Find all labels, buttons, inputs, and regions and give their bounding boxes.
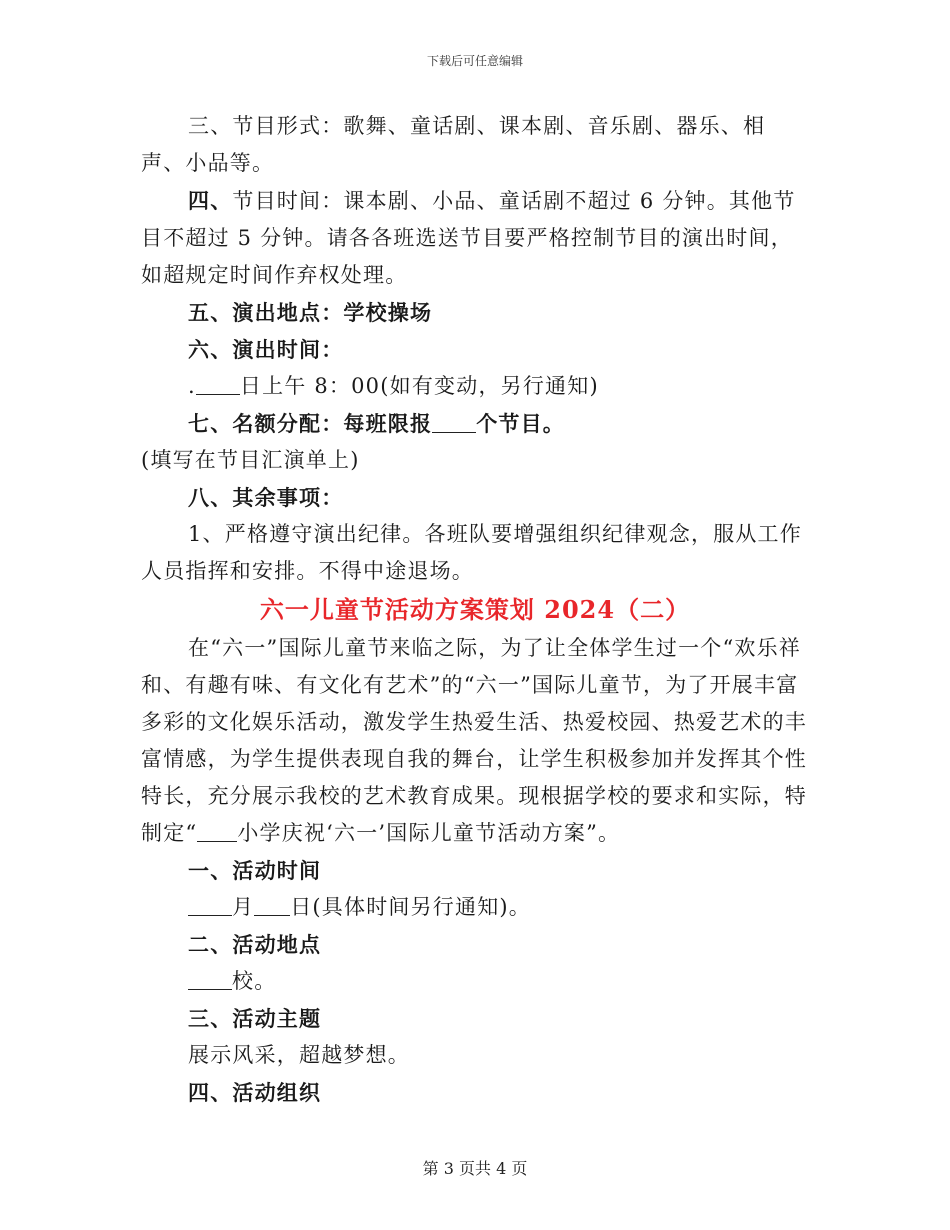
paragraph-program-form: 三、节目形式：歌舞、童话剧、课本剧、音乐剧、器乐、相声、小品等。 — [141, 114, 766, 175]
text-month: 月 — [232, 895, 255, 919]
document-body — [141, 108, 809, 1111]
heading-activity-time: 一、活动时间 — [188, 858, 322, 883]
text-suffix: 日(具体时间另行通知)。 — [290, 895, 531, 919]
blank-line — [196, 374, 240, 395]
blank-line — [188, 969, 232, 990]
paragraph-activity-venue — [141, 963, 809, 1000]
section-number: 四、 — [188, 188, 233, 213]
section-title: 六一儿童节活动方案策划 2024（二） — [259, 595, 691, 624]
paragraph-fill-note: (填写在节目汇演单上) — [141, 448, 360, 472]
page-header: 下载后可任意编辑 — [426, 54, 523, 68]
blank-line — [197, 821, 237, 842]
page-footer: 第 3 页共 4 页 — [422, 1159, 528, 1178]
text-prefix: . — [188, 374, 196, 398]
paragraph-activity-theme: 展示风采，超越梦想。 — [188, 1043, 410, 1067]
text-suffix: 校。 — [232, 969, 277, 993]
heading-venue: 五、演出地点：学校操场 — [188, 300, 433, 325]
paragraph-activity-time — [141, 889, 809, 926]
paragraph-discipline: 1、严格遵守演出纪律。各班队要增强组织纪律观念，服从工作人员指挥和安排。不得中途退场。 — [141, 522, 802, 583]
text-suffix: 个节目。 — [476, 411, 566, 436]
blank-line — [188, 895, 232, 916]
text-prefix: 在“六一”国际儿童节来临之际，为了让全体学生过一个“欢乐祥和、有趣有味、有文化有艺术”的“六一”国际儿童节，为了开展丰富多彩的文化娱乐活动，激发学生热爱生活、热爱校园、热爱艺术的丰富情感，为学生提供表现自我的舞台，让学生积极参加并发挥其个性特长，充分展示我校的艺术教育成果。现根据学校的要求和实际，特制定“ — [141, 636, 807, 845]
heading-activity-theme: 三、活动主题 — [188, 1006, 322, 1031]
heading-show-time: 六、演出时间： — [188, 337, 344, 362]
paragraph-intro — [141, 630, 809, 852]
blank-line — [432, 412, 476, 433]
text-suffix: 日上午 8：00(如有变动，另行通知) — [239, 374, 599, 398]
heading-quota — [141, 405, 809, 442]
heading-other-matters: 八、其余事项： — [188, 485, 344, 510]
heading-activity-venue: 二、活动地点 — [188, 932, 322, 957]
heading-activity-organization: 四、活动组织 — [188, 1080, 322, 1105]
text-suffix: 小学庆祝‘六一’国际儿童节活动方案”。 — [237, 821, 621, 845]
paragraph-program-time — [141, 182, 809, 294]
paragraph-show-time — [141, 368, 809, 405]
text-prefix: 七、名额分配：每班限报 — [188, 411, 433, 436]
paragraph-text: 节目时间：课本剧、小品、童话剧不超过 6 分钟。其他节目不超过 5 分钟。请各各班选送节目要严格控制节目的演出时间，如超规定时间作弃权处理。 — [141, 189, 796, 287]
blank-line — [254, 895, 290, 916]
